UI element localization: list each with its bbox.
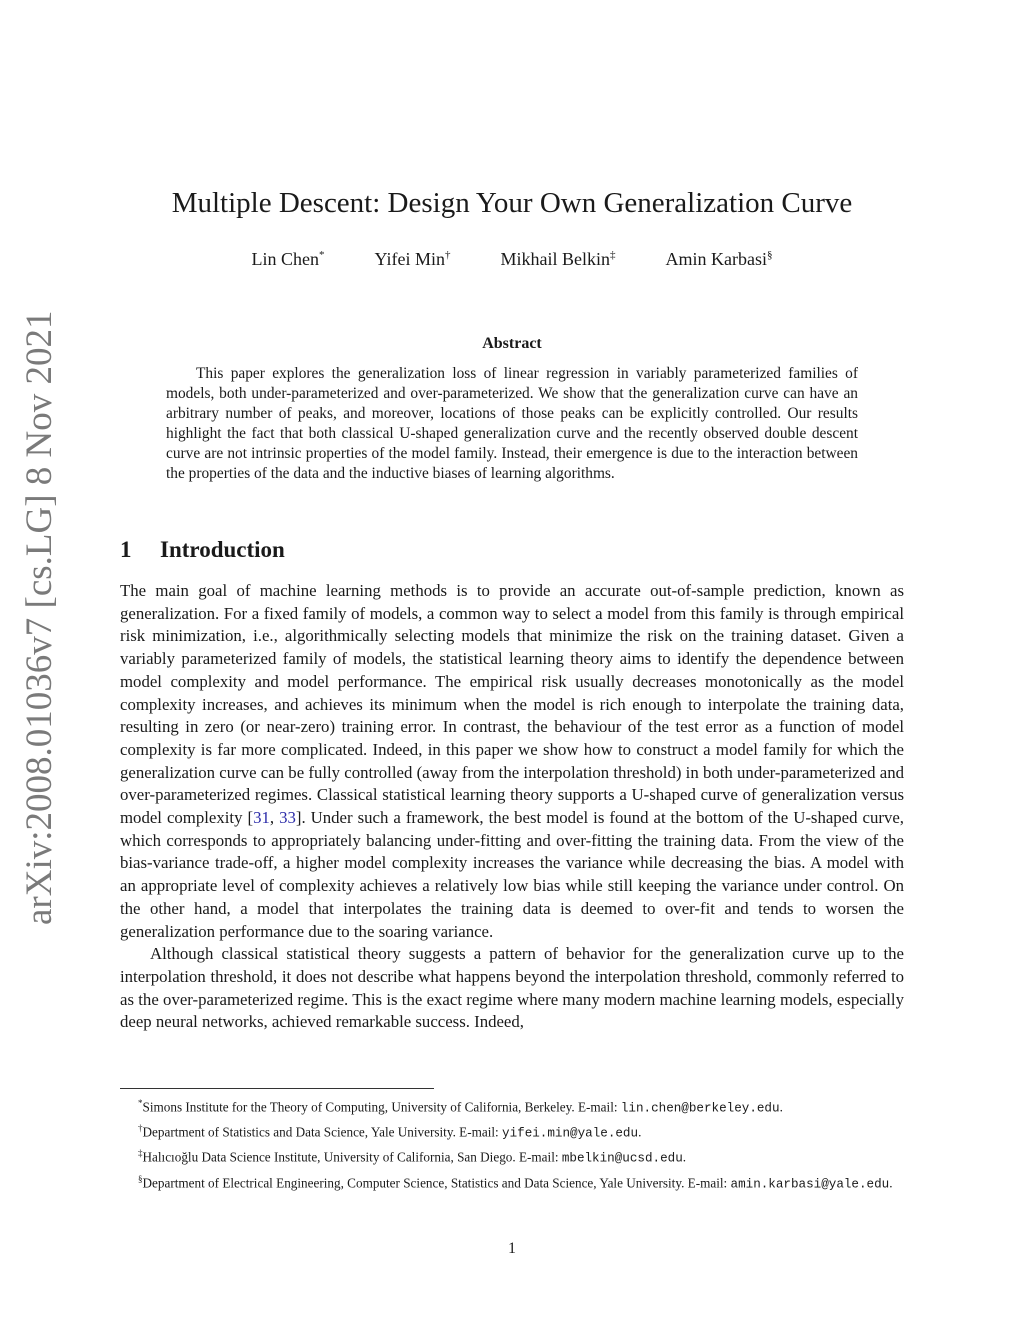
author: Yifei Min† — [374, 249, 451, 269]
paragraph: The main goal of machine learning methods is to provide an accurate out-of-sample prediction, known as generalization. For a fixed family of models, a common way to select a model from this family is through empirical risk minimization, i.e., algorithmically selecting models that minimize the risk on the training dataset. Given a variably parameterized family of models, the statistical learning theory aims to identify the dependence between model complexity and model performance. The empirical risk usually decreases monotonically as the model complexity increases, and achieves its minimum when the model is rich enough to interpolate the training data, resulting in zero (or near-zero) training error. In contrast, the behaviour of the test error as a function of model complexity is far more complicated. Indeed, in this paper we show how to construct a model family for which the generalization curve can be fully controlled (away from the interpolation threshold) in both under-parameterized and over-parameterized regimes. Classical statistical learning theory supports a U-shaped curve of generalization versus model complexity [31, 33]. Under such a framework, the best model is found at the bottom of the U-shaped curve, which corresponds to appropriately balancing under-fitting and over-fitting the training data. From the view of the bias-variance trade-off, a higher model complexity increases the variance while decreasing the bias. A model with an appropriate level of complexity achieves a relatively low bias while still keeping the variance under control. On the other hand, a model that interpolates the training data is deemed to over-fit and tends to worsen the generalization performance due to the soaring variance. — [120, 581, 904, 941]
footnote: *Simons Institute for the Theory of Computing, University of California, Berkeley. E-mail: lin.chen@berkeley.edu. — [138, 1098, 783, 1116]
abstract-text: This paper explores the generalization loss of linear regression in variably parameterized families of models, both under-parameterized and over-parameterized. We show that the generalization curve can have an arbitrary number of peaks, and moreover, locations of those peaks can be explicitly controlled. Our results highlight the fact that both classical U-shaped generalization curve and the recently observed double descent curve are not intrinsic properties of the model family. Instead, their emergence is due to the interaction between the properties of the data and the inductive biases of learning algorithms. — [166, 365, 858, 482]
email-address: yifei.min@yale.edu — [502, 1126, 639, 1141]
email-address: mbelkin@ucsd.edu — [561, 1151, 683, 1166]
footnotes — [120, 1094, 904, 1195]
section-number: 1 — [120, 537, 132, 562]
page-number: 1 — [508, 1240, 516, 1257]
body-text — [120, 580, 904, 1034]
footnote: †Department of Statistics and Data Science, Yale University. E-mail: yifei.min@yale.edu. — [138, 1123, 642, 1141]
email-address: lin.chen@berkeley.edu — [620, 1101, 780, 1116]
citation-link[interactable]: 31 — [253, 808, 270, 828]
citation-link[interactable]: 33 — [279, 808, 296, 828]
footnote: §Department of Electrical Engineering, Computer Science, Statistics and Data Science, Yale University. E-mail: amin.karbasi@yale.edu. — [138, 1173, 893, 1191]
author-footnote-mark: * — [319, 249, 325, 261]
author-list — [120, 242, 904, 272]
footnote-divider — [120, 1088, 434, 1089]
section-heading — [120, 534, 904, 566]
abstract-heading: Abstract — [482, 335, 542, 352]
author: Amin Karbasi§ — [665, 249, 773, 269]
paragraph: Although classical statistical theory suggests a pattern of behavior for the generalization curve up to the interpolation threshold, it does not describe what happens beyond the interpolation threshold, commonly referred to as the over-parameterized regime. This is the exact regime where many modern machine learning models, especially deep neural networks, achieved remarkable success. Indeed, — [120, 944, 904, 1032]
author-footnote-mark: § — [766, 249, 773, 261]
author-footnote-mark: † — [445, 249, 451, 261]
arxiv-identifier-stamp: arXiv:2008.01036v7 [cs.LG] 8 Nov 2021 — [19, 310, 60, 925]
paper-title: Multiple Descent: Design Your Own Generalization Curve — [171, 187, 853, 219]
author: Mikhail Belkin‡ — [500, 249, 616, 269]
author: Lin Chen* — [251, 249, 325, 269]
author-footnote-mark: ‡ — [610, 249, 616, 261]
section-title: Introduction — [160, 537, 285, 562]
email-address: amin.karbasi@yale.edu — [730, 1176, 890, 1191]
footnote: ‡Halıcıoğlu Data Science Institute, University of California, San Diego. E-mail: mbelkin@ucsd.edu. — [138, 1148, 687, 1166]
